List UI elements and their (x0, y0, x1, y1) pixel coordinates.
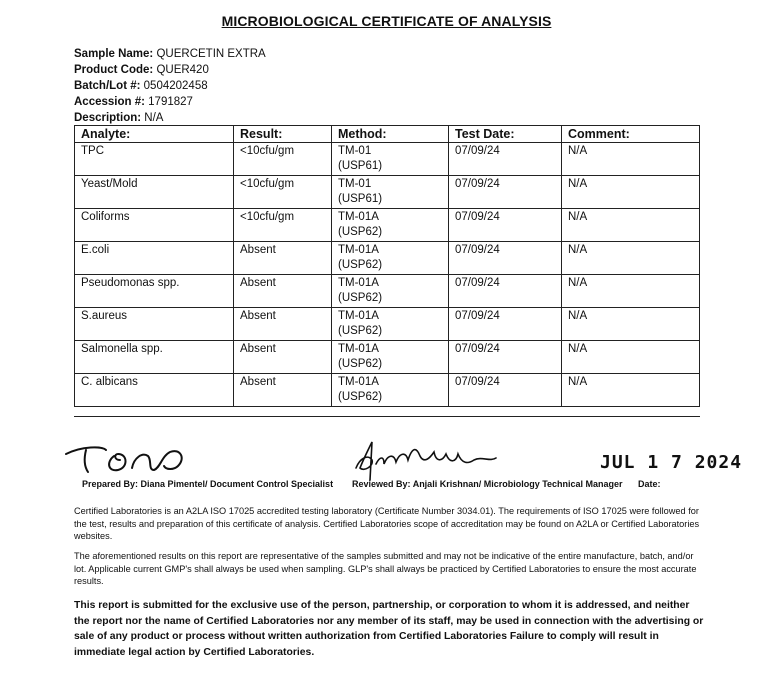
method-code: TM-01 (338, 145, 372, 157)
method-reference: (USP62) (338, 325, 383, 337)
method-reference: (USP62) (338, 259, 383, 271)
cell-analyte: E.coli (75, 242, 234, 275)
method-reference: (USP61) (338, 160, 383, 172)
cell-comment: N/A (562, 143, 700, 176)
cell-test-date: 07/09/24 (449, 242, 562, 275)
sample-info (74, 46, 266, 126)
method-reference: (USP62) (338, 292, 383, 304)
header-test-date: Test Date: (449, 126, 562, 143)
cell-result: Absent (234, 242, 332, 275)
method-code: TM-01A (338, 211, 379, 223)
cell-test-date: 07/09/24 (449, 176, 562, 209)
cell-result: <10cfu/gm (234, 209, 332, 242)
cell-result: Absent (234, 308, 332, 341)
header-result: Result: (234, 126, 332, 143)
header-method: Method: (332, 126, 449, 143)
method-reference: (USP62) (338, 226, 383, 238)
reviewed-by-label: Reviewed By: Anjali Krishnan/ Microbiology Technical Manager (352, 479, 623, 489)
meta-description: Description: N/A (74, 112, 164, 124)
header-comment: Comment: (562, 126, 700, 143)
table-row (75, 242, 700, 275)
accreditation-statement: Certified Laboratories is an A2LA ISO 17025 accredited testing laboratory (Certificate Number 3034.01). The requirements of ISO 17025 were followed for the test, results and preparation of this certificate of analysis. Certified Laboratories scope of accreditation may be found on A2LA or Certified Laboratories websites. (74, 506, 700, 541)
method-code: TM-01 (338, 178, 372, 190)
reviewer-signature-icon (350, 438, 500, 482)
cell-method (332, 143, 449, 176)
representative-statement: The aforementioned results on this report are representative of the samples submitted and may not be indicative of the entire manufacture, batch, and/or lot. Applicable current GMP's shall always be used when sampling. GLP's shall always be practiced by Certified Laboratories to ensure the most accurate results. (74, 551, 697, 586)
date-label: Date: (638, 479, 661, 489)
cell-result: <10cfu/gm (234, 143, 332, 176)
prepared-by-label: Prepared By: Diana Pimentel/ Document Control Specialist (82, 479, 334, 489)
table-row (75, 341, 700, 374)
cell-analyte: Coliforms (75, 209, 234, 242)
cell-test-date: 07/09/24 (449, 308, 562, 341)
cell-test-date: 07/09/24 (449, 341, 562, 374)
cell-analyte: Pseudomonas spp. (75, 275, 234, 308)
cell-result: Absent (234, 374, 332, 407)
cell-comment: N/A (562, 209, 700, 242)
cell-test-date: 07/09/24 (449, 143, 562, 176)
cell-method (332, 374, 449, 407)
meta-product-code: Product Code: QUER420 (74, 64, 209, 76)
cell-comment: N/A (562, 275, 700, 308)
cell-method (332, 242, 449, 275)
meta-sample-name: Sample Name: QUERCETIN EXTRA (74, 48, 266, 60)
table-row (75, 143, 700, 176)
received-date-stamp: JUL 1 7 2024 (600, 452, 743, 473)
section-divider (74, 416, 700, 417)
method-reference: (USP61) (338, 193, 383, 205)
cell-analyte: Salmonella spp. (75, 341, 234, 374)
method-code: TM-01A (338, 343, 379, 355)
method-code: TM-01A (338, 277, 379, 289)
method-code: TM-01A (338, 376, 379, 388)
table-row (75, 275, 700, 308)
cell-comment: N/A (562, 341, 700, 374)
method-reference: (USP62) (338, 391, 383, 403)
table-row (75, 209, 700, 242)
method-code: TM-01A (338, 310, 379, 322)
method-reference: (USP62) (338, 358, 383, 370)
cell-method (332, 275, 449, 308)
cell-result: Absent (234, 275, 332, 308)
cell-method (332, 341, 449, 374)
header-analyte: Analyte: (75, 126, 234, 143)
table-row (75, 374, 700, 407)
table-header-row (75, 126, 700, 143)
cell-result: Absent (234, 341, 332, 374)
cell-comment: N/A (562, 374, 700, 407)
cell-test-date: 07/09/24 (449, 374, 562, 407)
cell-analyte: C. albicans (75, 374, 234, 407)
meta-accession: Accession #: 1791827 (74, 96, 193, 108)
table-row (75, 308, 700, 341)
cell-comment: N/A (562, 308, 700, 341)
exclusive-use-statement: This report is submitted for the exclusive use of the person, partnership, or corporation to whom it is addressed, and neither the report nor the name of Certified Laboratories nor any member of its staff, may be used in connection with the advertising or sale of any product or process without written authorization from Certified Laboratories Failure to comply will result in immediate legal action by Certified Laboratories. (74, 600, 704, 658)
cell-analyte: TPC (75, 143, 234, 176)
cell-test-date: 07/09/24 (449, 275, 562, 308)
cell-analyte: Yeast/Mold (75, 176, 234, 209)
results-table (74, 125, 700, 407)
cell-test-date: 07/09/24 (449, 209, 562, 242)
table-row (75, 176, 700, 209)
cell-comment: N/A (562, 242, 700, 275)
cell-method (332, 308, 449, 341)
cell-method (332, 209, 449, 242)
cell-comment: N/A (562, 176, 700, 209)
document-title: MICROBIOLOGICAL CERTIFICATE OF ANALYSIS (221, 13, 552, 29)
cell-analyte: S.aureus (75, 308, 234, 341)
preparer-signature-icon (62, 440, 202, 476)
method-code: TM-01A (338, 244, 379, 256)
cell-result: <10cfu/gm (234, 176, 332, 209)
meta-batch-lot: Batch/Lot #: 0504202458 (74, 80, 208, 92)
cell-method (332, 176, 449, 209)
